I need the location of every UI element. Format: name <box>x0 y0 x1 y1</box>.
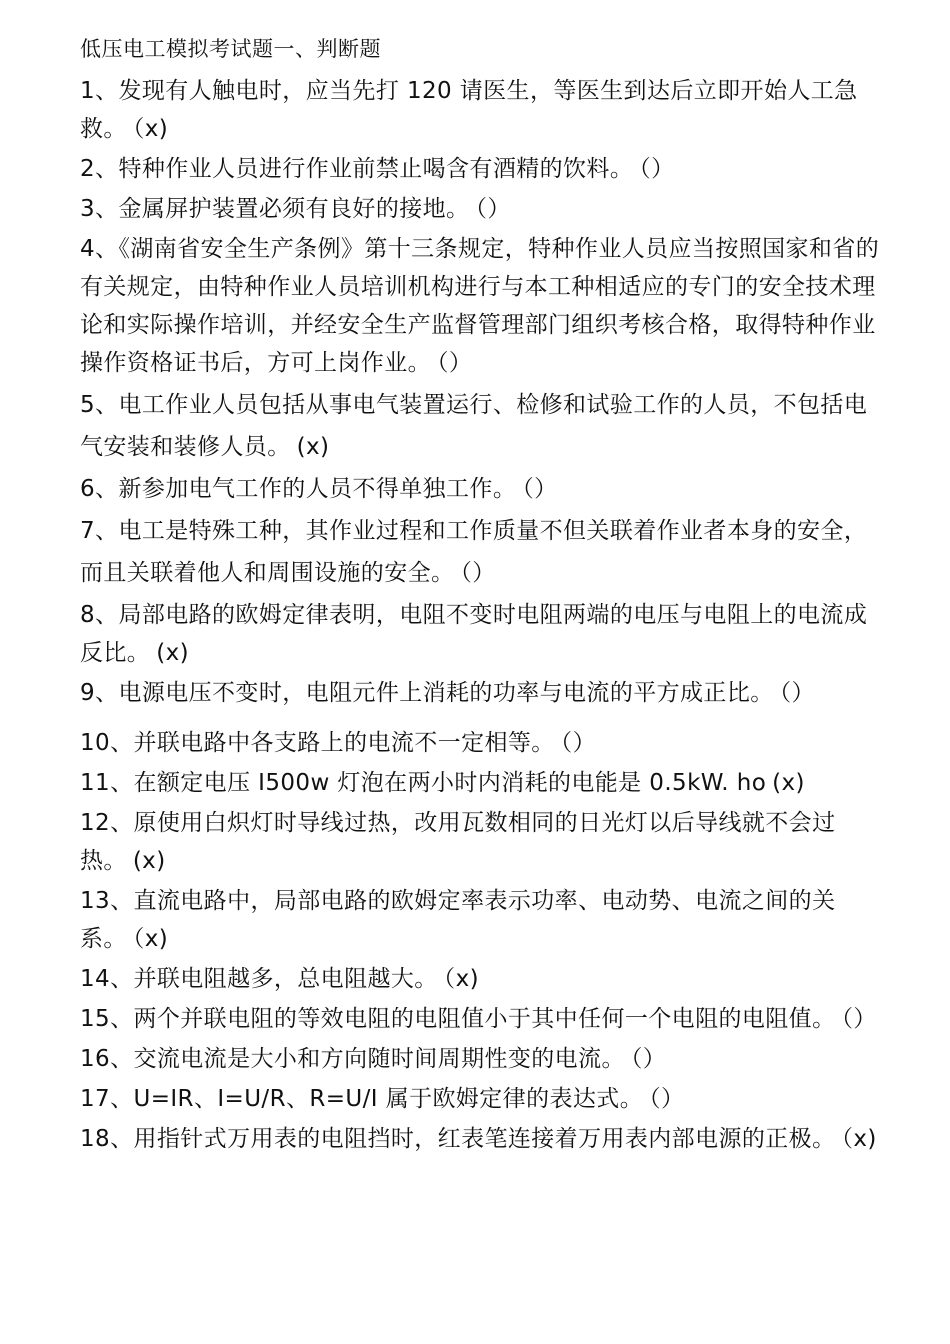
question-16 <box>80 1040 880 1078</box>
question-answer: (x) <box>772 770 805 796</box>
question-answer: （x) <box>132 116 169 142</box>
question-answer: （） <box>630 1046 667 1072</box>
question-number: 8、 <box>80 602 119 628</box>
question-number: 7、 <box>80 518 119 544</box>
question-number: 6、 <box>80 476 119 502</box>
question-text: 电工作业人员包括从事电气装置运行、检修和试验工作的人员，不包括电气安装和装修人员。 <box>80 392 868 460</box>
question-2 <box>80 150 880 188</box>
question-answer: （） <box>841 1006 877 1032</box>
question-18 <box>80 1120 880 1158</box>
question-text: U=IR、I=U/R、R=U/I 属于欧姆定律的表达式。 <box>133 1086 644 1112</box>
question-9 <box>80 674 880 712</box>
question-number: 13、 <box>80 888 134 914</box>
question-number: 10、 <box>80 730 134 756</box>
question-answer: （） <box>649 1086 685 1112</box>
question-text: 新参加电气工作的人员不得单独工作。 <box>118 476 517 502</box>
question-10 <box>80 724 880 762</box>
question-text: 《湖南省安全生产条例》第十三条规定，特种作业人员应当按照国家和省的有关规定，由特种作业人员培训机构进行与本工种相适应的专门的安全技术理论和实际操作培训，并经安全生产监督管理部门组织考核合格，取得特种作业操作资格证书后，方可上岗作业。 <box>80 236 880 376</box>
question-number: 17、 <box>80 1086 134 1112</box>
question-text: 并联电阻越多，总电阻越大。 <box>133 966 438 992</box>
question-number: 11、 <box>80 770 134 796</box>
question-number: 2、 <box>80 156 119 182</box>
question-text: 原使用白炽灯时导线过热，改用瓦数相同的日光灯以后导线就不会过热。 <box>80 810 836 874</box>
question-answer: (x) <box>132 848 166 874</box>
question-number: 1、 <box>80 78 119 104</box>
question-number: 14、 <box>80 966 134 992</box>
question-5 <box>80 384 880 468</box>
question-answer: （） <box>475 196 511 222</box>
question-text: 发现有人触电时，应当先打 120 请医生，等医生到达后立即开始人工急救。 <box>80 78 858 142</box>
question-4 <box>80 230 880 382</box>
question-text: 电工是特殊工种，其作业过程和工作质量不但关联着作业者本身的安全，而且关联着他人和周围设施的安全。 <box>80 518 868 586</box>
question-answer: （x) <box>132 926 169 952</box>
question-11 <box>80 764 880 802</box>
question-answer: （） <box>639 156 675 182</box>
document-title: 低压电工模拟考试题一、判断题 <box>80 37 381 61</box>
question-answer: （） <box>522 476 558 502</box>
question-3 <box>80 190 880 228</box>
question-text: 两个并联电阻的等效电阻的电阻值小于其中任何一个电阻的电阻值。 <box>133 1006 836 1032</box>
question-text: 局部电路的欧姆定律表明，电阻不变时电阻两端的电压与电阻上的电流成反比。 <box>80 602 868 666</box>
question-text: 用指针式万用表的电阻挡时，红表笔连接着万用表内部电源的正极。 <box>133 1126 836 1152</box>
question-13 <box>80 882 880 958</box>
question-number: 5、 <box>80 392 119 418</box>
question-text: 直流电路中，局部电路的欧姆定率表示功率、电动势、电流之间的关系。 <box>80 888 836 952</box>
question-text: 金属屏护装置必须有良好的接地。 <box>118 196 470 222</box>
question-answer: （） <box>560 730 596 756</box>
question-number: 12、 <box>80 810 134 836</box>
question-number: 3、 <box>80 196 119 222</box>
document-page <box>80 34 880 1160</box>
question-answer: （x) <box>841 1126 877 1152</box>
question-number: 18、 <box>80 1126 134 1152</box>
question-1 <box>80 72 880 148</box>
question-6 <box>80 470 880 508</box>
question-text: 电源电压不变时，电阻元件上消耗的功率与电流的平方成正比。 <box>118 680 774 706</box>
question-answer: (x) <box>296 434 330 460</box>
question-number: 4、 <box>80 236 119 262</box>
question-text: 交流电流是大小和方向随时间周期性变的电流。 <box>133 1046 625 1072</box>
question-8 <box>80 596 880 672</box>
question-answer: (x) <box>156 640 189 666</box>
question-number: 9、 <box>80 680 119 706</box>
question-15 <box>80 1000 880 1038</box>
question-text: 在额定电压 I500w 灯泡在两小时内消耗的电能是 0.5kW. hο <box>133 770 767 796</box>
question-number: 16、 <box>80 1046 134 1072</box>
spacer <box>80 714 880 724</box>
question-answer: （x) <box>443 966 479 992</box>
question-text: 并联电路中各支路上的电流不一定相等。 <box>133 730 555 756</box>
question-answer: （） <box>460 560 496 586</box>
question-answer: （） <box>779 680 815 706</box>
question-text: 特种作业人员进行作业前禁止喝含有酒精的饮料。 <box>118 156 634 182</box>
question-7 <box>80 510 880 594</box>
question-12 <box>80 804 880 880</box>
question-17 <box>80 1080 880 1118</box>
question-number: 15、 <box>80 1006 134 1032</box>
question-14 <box>80 960 880 998</box>
question-answer: （） <box>437 350 473 376</box>
